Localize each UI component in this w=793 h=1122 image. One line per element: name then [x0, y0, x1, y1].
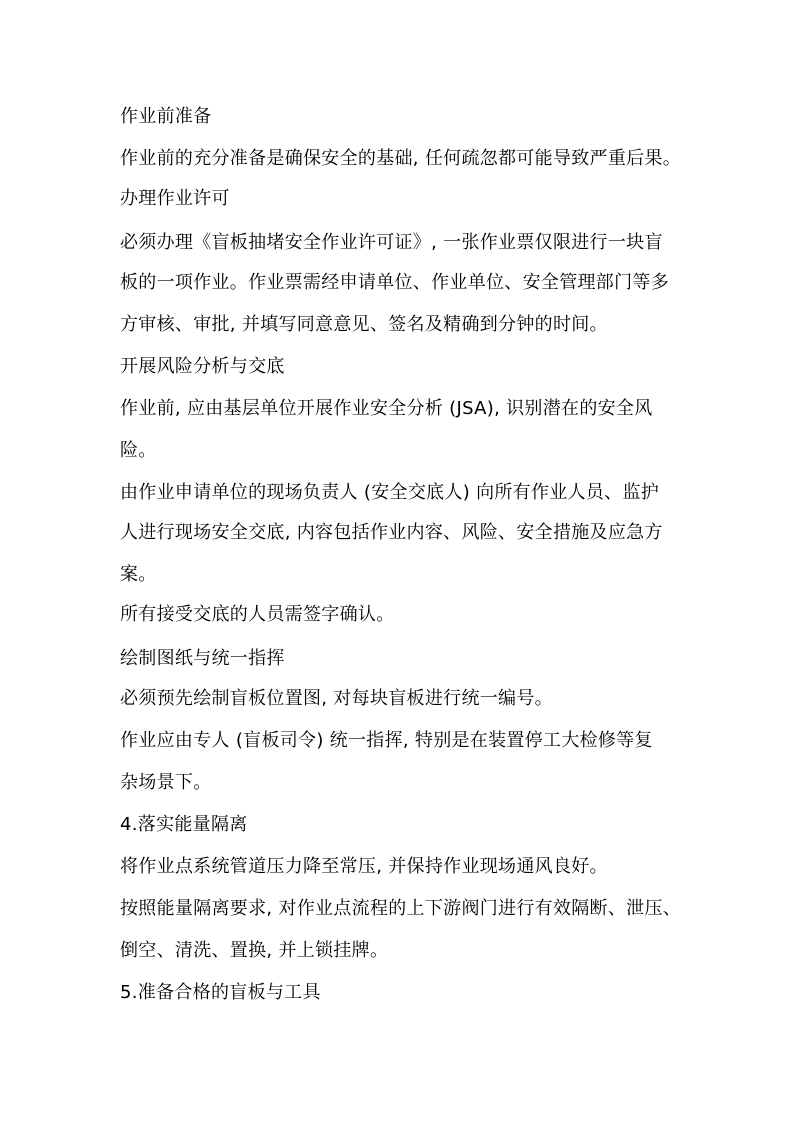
paragraph-line: 必须办理《盲板抽堵安全作业许可证》, 一张作业票仅限进行一块盲 — [120, 232, 663, 253]
heading-energy-isolation: 4.落实能量隔离 — [120, 814, 248, 835]
heading-risk-analysis: 开展风险分析与交底 — [120, 356, 285, 377]
paragraph-line: 由作业申请单位的现场负责人 (安全交底人) 向所有作业人员、监护 — [120, 482, 660, 503]
paragraph-line: 板的一项作业。作业票需经申请单位、作业单位、安全管理部门等多 — [120, 272, 669, 293]
paragraph-line: 按照能量隔离要求, 对作业点流程的上下游阀门进行有效隔断、泄压、 — [120, 898, 682, 919]
paragraph-line: 人进行现场安全交底, 内容包括作业内容、风险、安全措施及应急方 — [120, 522, 663, 543]
paragraph-line: 杂场景下。 — [120, 772, 212, 793]
paragraph-line: 必须预先绘制盲板位置图, 对每块盲板进行统一编号。 — [120, 688, 553, 709]
paragraph-line: 作业应由专人 (盲板司令) 统一指挥, 特别是在装置停工大检修等复 — [120, 730, 653, 751]
heading-blind-plates-tools: 5.准备合格的盲板与工具 — [120, 982, 321, 1003]
heading-drawing-command: 绘制图纸与统一指挥 — [120, 648, 285, 669]
paragraph-line: 作业前, 应由基层单位开展作业安全分析 (JSA), 识别潜在的安全风 — [120, 398, 653, 419]
paragraph-line: 所有接受交底的人员需签字确认。 — [120, 604, 395, 625]
paragraph-line: 作业前的充分准备是确保安全的基础, 任何疏忽都可能导致严重后果。 — [120, 148, 682, 169]
paragraph-line: 险。 — [120, 440, 157, 461]
paragraph-line: 将作业点系统管道压力降至常压, 并保持作业现场通风良好。 — [120, 856, 608, 877]
paragraph-line: 方审核、审批, 并填写同意意见、签名及精确到分钟的时间。 — [120, 314, 608, 335]
paragraph-line: 倒空、清洗、置换, 并上锁挂牌。 — [120, 940, 389, 961]
heading-preparation: 作业前准备 — [120, 106, 212, 127]
paragraph-line: 案。 — [120, 564, 157, 585]
heading-work-permit: 办理作业许可 — [120, 188, 230, 209]
